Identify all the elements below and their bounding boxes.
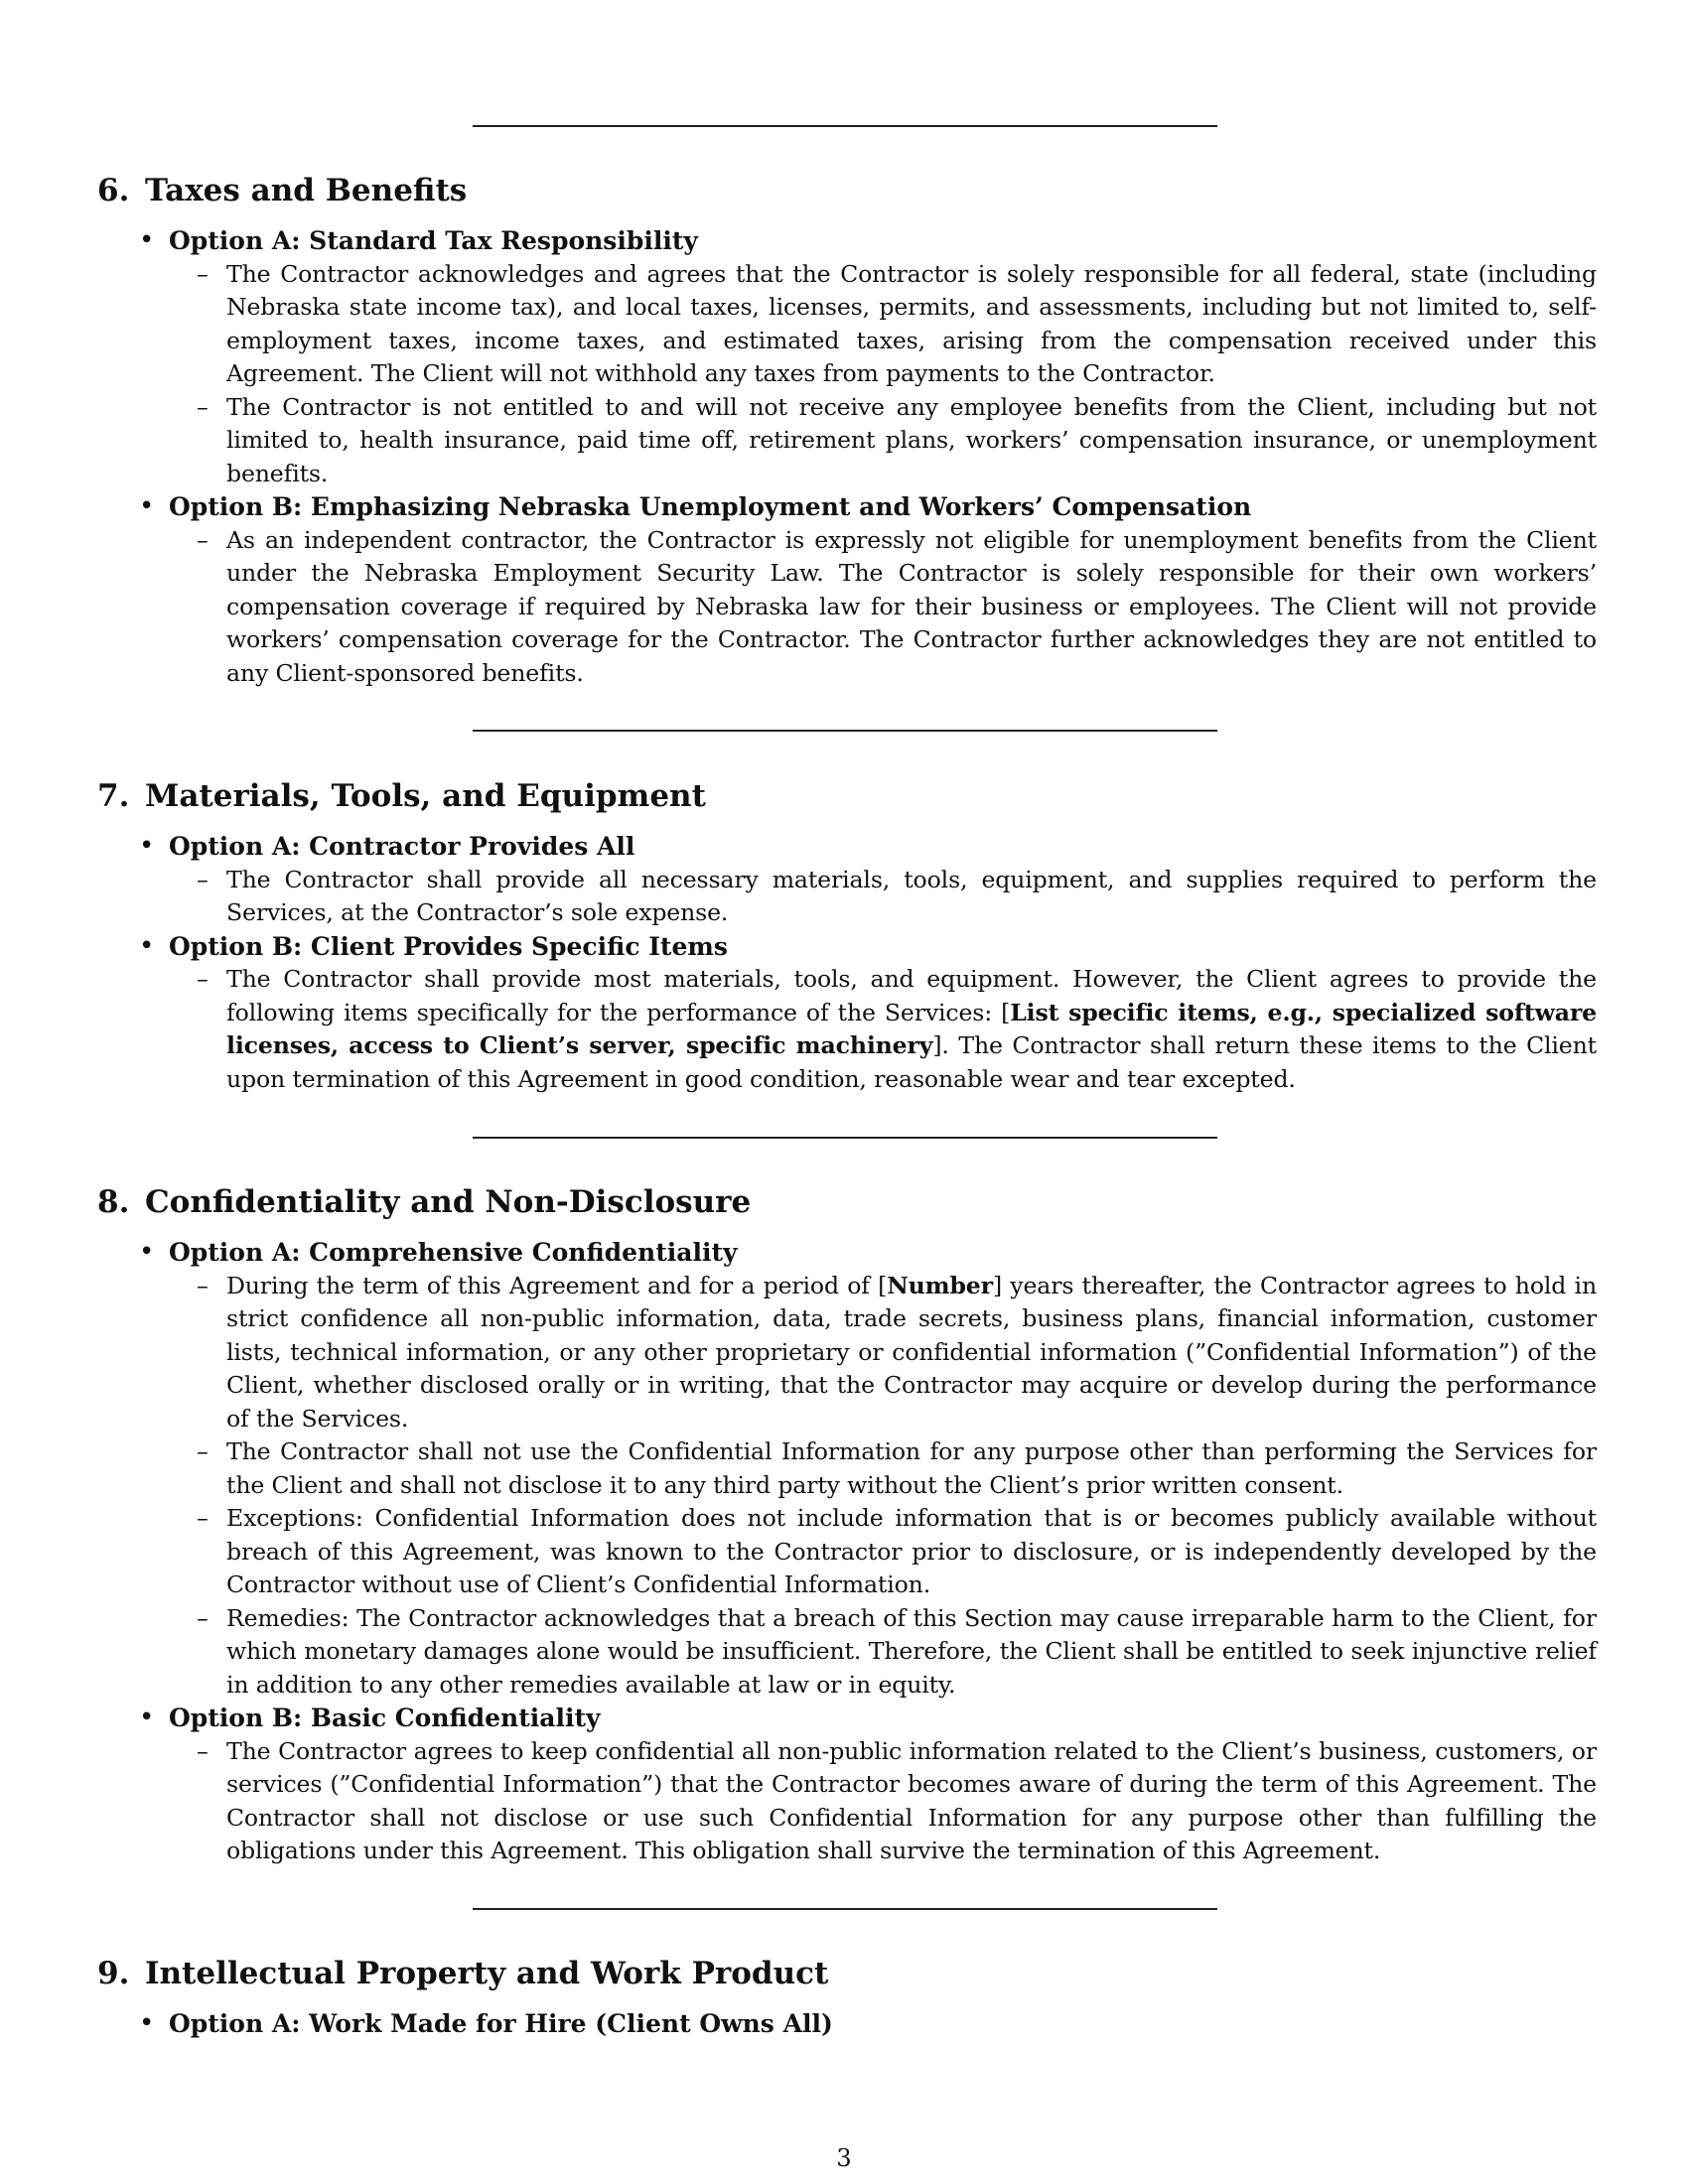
section-heading: 6. Taxes and Benefits (97, 173, 468, 208)
clause-item: – The Contractor shall provide all necessary materials, tools, equipment, and supplies required to perform the Services, at the Contractor’s sole expense. (169, 864, 1597, 930)
clause-item: – The Contractor is not entitled to and will not receive any employee benefits from the Client, including but not limited to, health insurance, paid time off, retirement plans, workers’ compensation insurance, or unemployment benefits. (169, 391, 1597, 491)
option-item (97, 2007, 1597, 2041)
option-item (97, 490, 1597, 690)
clause-item: – The Contractor shall not use the Confidential Information for any purpose other than performing the Services for the Client and shall not disclose it to any third party without the Client’s prior written consent. (169, 1435, 1597, 1502)
clause-item: – The Contractor agrees to keep confidential all non-public information related to the Client’s business, customers, or services (”Confidential Information”) that the Contractor becomes aware of during the term of this Agreement. The Contractor shall not disclose or use such Confidential Information for any purpose other than fulfilling the obligations under this Agreement. This obligation shall survive the termination of this Agreement. (169, 1735, 1597, 1868)
section-heading: 8. Confidentiality and Non-Disclosure (97, 1184, 752, 1220)
option-title: • Option A: Standard Tax Responsibility (169, 226, 698, 255)
clause-item: – The Contractor acknowledges and agrees that the Contractor is solely responsible for all federal, state (including Nebraska state income tax), and local taxes, licenses, permits, and assessments, including but not limited to, self-employment taxes, income taxes, and estimated taxes, arising from the compensation received under this Agreement. The Client will not withhold any taxes from payments to the Contractor. (169, 258, 1597, 391)
section-title: Confidentiality and Non-Disclosure (145, 1184, 752, 1220)
section-6 (97, 171, 1597, 690)
option-item (97, 830, 1597, 930)
section-divider (473, 125, 1217, 127)
section-8 (97, 1182, 1597, 1868)
option-title: • Option B: Client Provides Specific Items (169, 931, 728, 961)
option-title: • Option B: Basic Confidentiality (169, 1704, 601, 1732)
clause-item: – As an independent contractor, the Contractor is expressly not eligible for unemployment benefits from the Client under the Nebraska Employment Security Law. The Contractor is solely responsible for their own workers’ compensation coverage if required by Nebraska law for their business or employees. The Client will not provide workers’ compensation coverage for the Contractor. The Contractor further acknowledges they are not entitled to any Client-sponsored benefits. (169, 524, 1597, 691)
option-item (97, 930, 1597, 1097)
option-title: • Option A: Work Made for Hire (Client Owns All) (169, 2009, 833, 2038)
clause-item: – During the term of this Agreement and for a period of [Number] years thereafter, the Contractor agrees to hold in strict confidence all non-public information, data, trade secrets, business plans, financial information, customer lists, technical information, or any other proprietary or confidential information (”Confidential Information”) of the Client, whether disclosed orally or in writing, that the Contractor may acquire or develop during the performance of the Services. (169, 1270, 1597, 1436)
section-divider (473, 1908, 1217, 1910)
section-divider (473, 1137, 1217, 1139)
placeholder-text: Number (887, 1271, 993, 1299)
section-divider (473, 730, 1217, 732)
section-9 (97, 1954, 1597, 2041)
option-item (97, 1702, 1597, 1868)
option-item (97, 1236, 1597, 1702)
clause-item: – Remedies: The Contractor acknowledges that a breach of this Section may cause irreparable harm to the Client, for which monetary damages alone would be insufficient. Therefore, the Client shall be entitled to seek injunctive relief in addition to any other remedies available at law or in equity. (169, 1602, 1597, 1703)
clause-item: – Exceptions: Confidential Information does not include information that is or becomes publicly available without breach of this Agreement, was known to the Contractor prior to disclosure, or is independently developed by the Contractor without use of Client’s Confidential Information. (169, 1502, 1597, 1602)
placeholder-text: List specific items, e.g., specialized software licenses, access to Client’s server, specific machinery (226, 998, 1598, 1059)
section-title: Materials, Tools, and Equipment (145, 778, 706, 814)
option-title: • Option A: Comprehensive Confidentiality (169, 1238, 738, 1267)
section-title: Taxes and Benefits (145, 173, 468, 208)
section-heading: 7. Materials, Tools, and Equipment (97, 778, 706, 814)
option-title: • Option B: Emphasizing Nebraska Unemployment and Workers’ Compensation (169, 492, 1252, 521)
option-item (97, 224, 1597, 490)
section-7 (97, 776, 1597, 1096)
clause-item: – The Contractor shall provide most materials, tools, and equipment. However, the Client agrees to provide the following items specifically for the performance of the Services: [List specific items, e.g., specialized software licenses, access to Client’s server, specific machinery]. The Contractor shall return these items to the Client upon termination of this Agreement in good condition, reasonable wear and tear excepted. (169, 963, 1597, 1096)
section-title: Intellectual Property and Work Product (145, 1956, 829, 1991)
option-title: • Option A: Contractor Provides All (169, 832, 635, 861)
page-number: 3 (836, 2144, 852, 2172)
section-heading: 9. Intellectual Property and Work Product (97, 1956, 829, 1991)
